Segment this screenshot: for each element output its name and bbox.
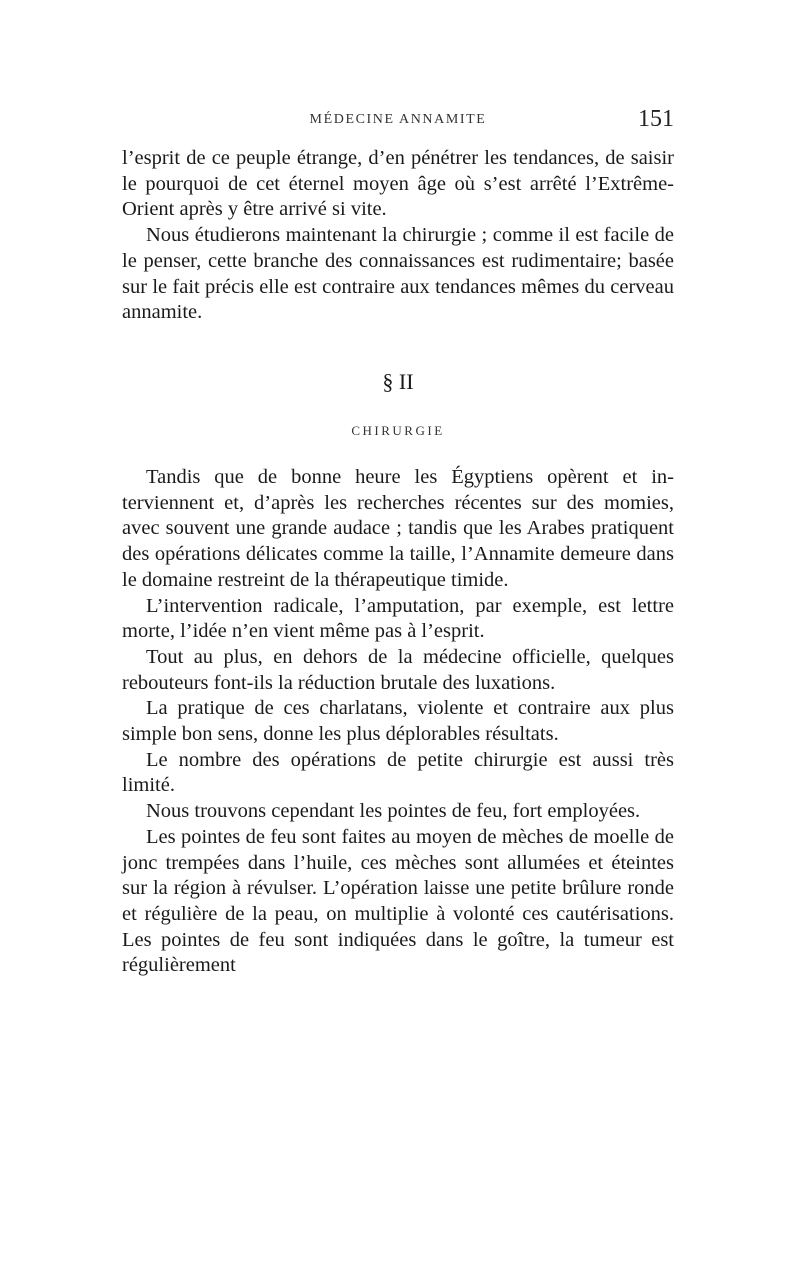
paragraph: L’intervention radicale, l’amputation, par exemple, est lettre morte, l’idée n’en vient même pas à l’esprit. xyxy=(122,594,674,643)
paragraph: Le nombre des opérations de petite chirurgie est aussi très limité. xyxy=(122,748,674,797)
section-body xyxy=(122,465,674,979)
paragraph: Nous étudierons maintenant la chirurgie ; comme il est facile de le penser, cette branche des connaissances est rudimentaire; basée sur le fait précis elle est contraire aux tendances mêmes du cerveau annamite. xyxy=(122,224,674,324)
section-title: CHIRURGIE xyxy=(351,423,445,438)
paragraph: l’esprit de ce peuple étrange, d’en pénétrer les tendances, de saisir le pourquoi de cet éternel moyen âge où s’est arrêté l’Extrême-Orient après y être arrivé si vite. xyxy=(122,147,674,221)
paragraph: Tout au plus, en dehors de la médecine officielle, quelques rebouteurs font-ils la réduction brutale des luxations. xyxy=(122,645,674,694)
paragraph: La pratique de ces charlatans, violente et contraire aux plus simple bon sens, donne les plus déplorables résultats. xyxy=(122,697,674,746)
paragraph: Les pointes de feu sont faites au moyen de mèches de moelle de jonc trempées dans l’huile, ces mèches sont allumées et éteintes sur la région à révulser. L’opération laisse une petite brûlure ronde et régulière de la peau, on multiplie à volonté ces cautérisations. Les pointes de feu sont indiquées dans le goître, la tumeur est régulièrement xyxy=(122,825,674,977)
paragraph: Nous trouvons cependant les pointes de feu, fort employées. xyxy=(146,800,641,823)
paragraph: Tandis que de bonne heure les Égyptiens opèrent et interviennent et, d’après les recherches récentes sur des momies, avec souvent une grande audace ; tandis que les Arabes pratiquent des opérations délicates comme la taille, l’Annamite demeure dans le domaine restreint de la thérapeutique timide. xyxy=(122,466,674,591)
intro-text xyxy=(122,146,674,326)
running-head xyxy=(122,106,674,136)
running-title: MÉDECINE ANNAMITE xyxy=(309,112,487,127)
page-number: 151 xyxy=(638,106,674,132)
section-number: § II xyxy=(382,369,414,394)
